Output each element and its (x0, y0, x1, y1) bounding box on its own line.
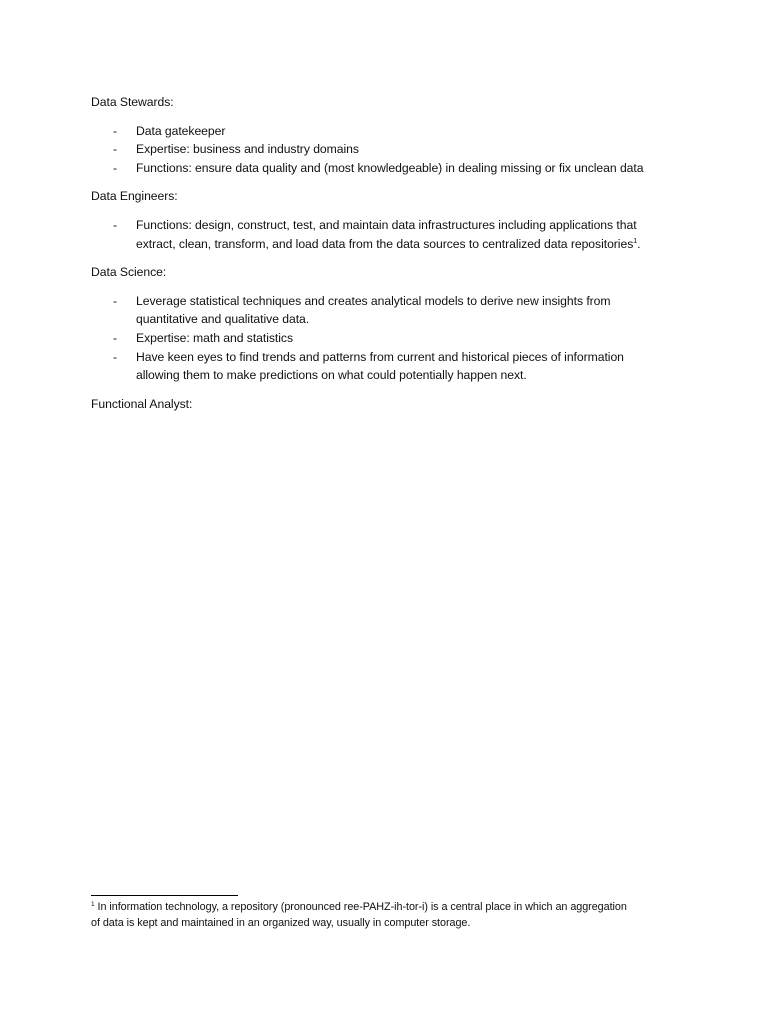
list-item-text-line-2: allowing them to make predictions on what could potentially happen next. (136, 368, 527, 383)
list-item-text-line-1: Have keen eyes to find trends and patterns from current and historical pieces of information (136, 349, 624, 364)
list-item (91, 216, 691, 253)
bullet-dash: - (113, 217, 118, 232)
bullet-dash: - (113, 160, 118, 175)
bullet-list-data-stewards (91, 122, 691, 178)
list-item-text: Expertise: business and industry domains (136, 142, 359, 157)
list-item-text: Expertise: math and statistics (136, 330, 294, 345)
list-item-period: . (637, 236, 641, 251)
bullet-dash: - (113, 293, 118, 308)
footnote-text-line-1: In information technology, a repository (pronounced ree-PAHZ-ih-tor-i) is a central place in which an aggregation (97, 901, 627, 913)
list-item (91, 122, 691, 141)
list-item-text-line-2: quantitative and qualitative data. (136, 312, 310, 327)
section-heading-functional-analyst: Functional Analyst: (91, 396, 193, 411)
bullet-list-data-engineers (91, 216, 691, 253)
footnote-number: 1 (91, 901, 95, 908)
list-item-text: Data gatekeeper (136, 123, 226, 138)
bullet-list-data-science (91, 292, 691, 385)
list-item (91, 140, 691, 159)
list-item (91, 348, 691, 385)
bullet-dash: - (113, 142, 118, 157)
document-body (91, 93, 691, 423)
list-item (91, 159, 691, 178)
list-item-text-line-1: Functions: design, construct, test, and maintain data infrastructures including applications that (136, 217, 637, 232)
list-item (91, 292, 691, 329)
footnote (91, 899, 691, 931)
section-heading-data-stewards: Data Stewards: (91, 95, 174, 109)
list-item (91, 329, 691, 348)
list-item-text-line-1: Leverage statistical techniques and creates analytical models to derive new insights from (136, 293, 611, 308)
section-heading-data-engineers: Data Engineers: (91, 189, 178, 204)
bullet-dash: - (113, 123, 118, 138)
footnote-text-line-2: of data is kept and maintained in an organized way, usually in computer storage. (91, 917, 471, 929)
bullet-dash: - (113, 349, 118, 364)
list-item-text-line-2: extract, clean, transform, and load data from the data sources to centralized data repositories (136, 236, 634, 251)
footnote-separator (91, 895, 238, 896)
list-item-text: Functions: ensure data quality and (most knowledgeable) in dealing missing or fix unclean data (136, 160, 644, 175)
section-heading-data-science: Data Science: (91, 265, 167, 280)
bullet-dash: - (113, 330, 118, 345)
footnote-reference[interactable]: 1 (633, 237, 638, 245)
